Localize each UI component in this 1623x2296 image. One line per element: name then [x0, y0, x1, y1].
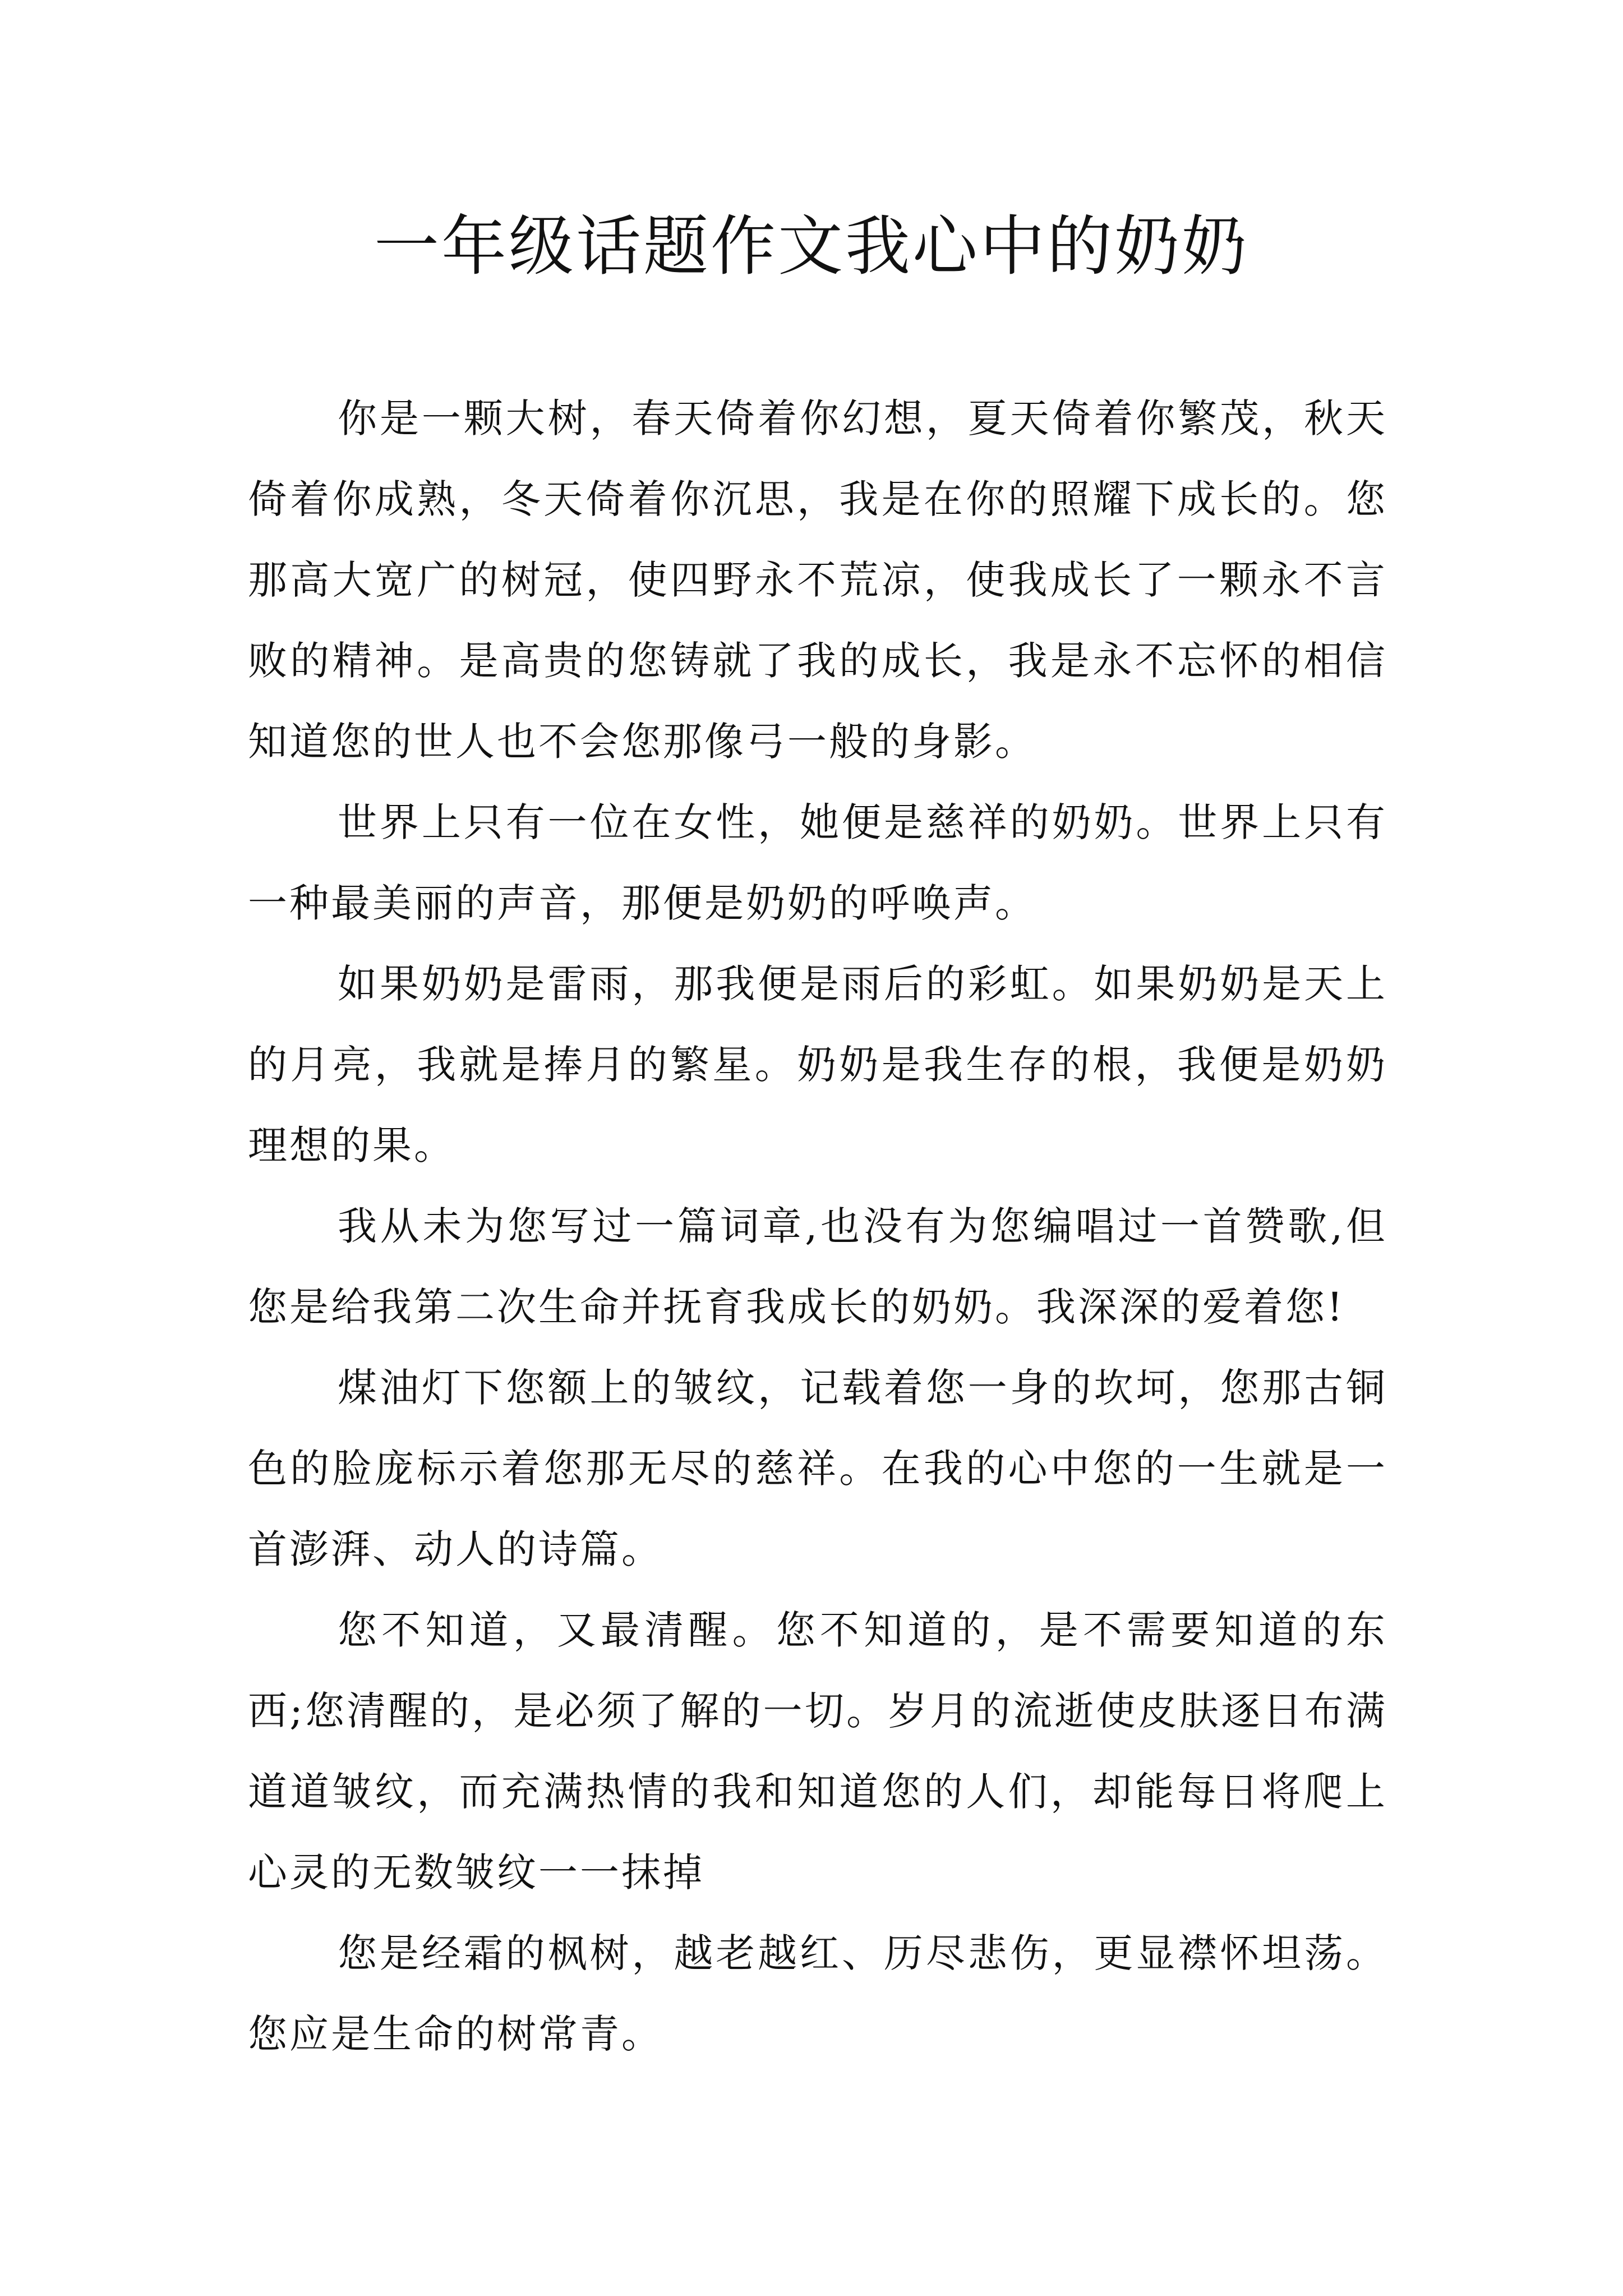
paragraph-5: 煤油灯下您额上的皱纹，记载着您一身的坎坷，您那古铜色的脸庞标示着您那无尽的慈祥。在我的心中您的一生就是一首澎湃、动人的诗篇。 — [248, 1365, 1387, 1572]
paragraph-3: 如果奶奶是雷雨，那我便是雨后的彩虹。如果奶奶是天上的月亮，我就是捧月的繁星。奶奶是我生存的根，我便是奶奶理想的果。 — [248, 961, 1387, 1168]
paragraph-1: 你是一颗大树，春天倚着你幻想，夏天倚着你繁茂，秋天倚着你成熟，冬天倚着你沉思，我是在你的照耀下成长的。您那高大宽广的树冠，使四野永不荒凉，使我成长了一颗永不言败的精神。是高贵的您铸就了我的成长，我是永不忘怀的相信知道您的世人也不会您那像弓一般的身影。 — [248, 395, 1387, 765]
paragraph-6: 您不知道，又最清醒。您不知道的，是不需要知道的东西;您清醒的，是必须了解的一切。岁月的流逝使皮肤逐日布满道道皱纹，而充满热情的我和知道您的人们，却能每日将爬上心灵的无数皱纹一一抹掉 — [248, 1607, 1387, 1895]
document-body — [248, 378, 1387, 2074]
paragraph-7: 您是经霜的枫树，越老越红、历尽悲伤，更显襟怀坦荡。您应是生命的树常青。 — [248, 1930, 1387, 2057]
paragraph-4: 我从未为您写过一篇词章,也没有为您编唱过一首赞歌,但您是给我第二次生命并抚育我成长的奶奶。我深深的爱着您! — [248, 1203, 1387, 1330]
document-title: 一年级话题作文我心中的奶奶 — [374, 209, 1249, 284]
paragraph-2: 世界上只有一位在女性，她便是慈祥的奶奶。世界上只有一种最美丽的声音，那便是奶奶的呼唤声。 — [248, 799, 1387, 926]
